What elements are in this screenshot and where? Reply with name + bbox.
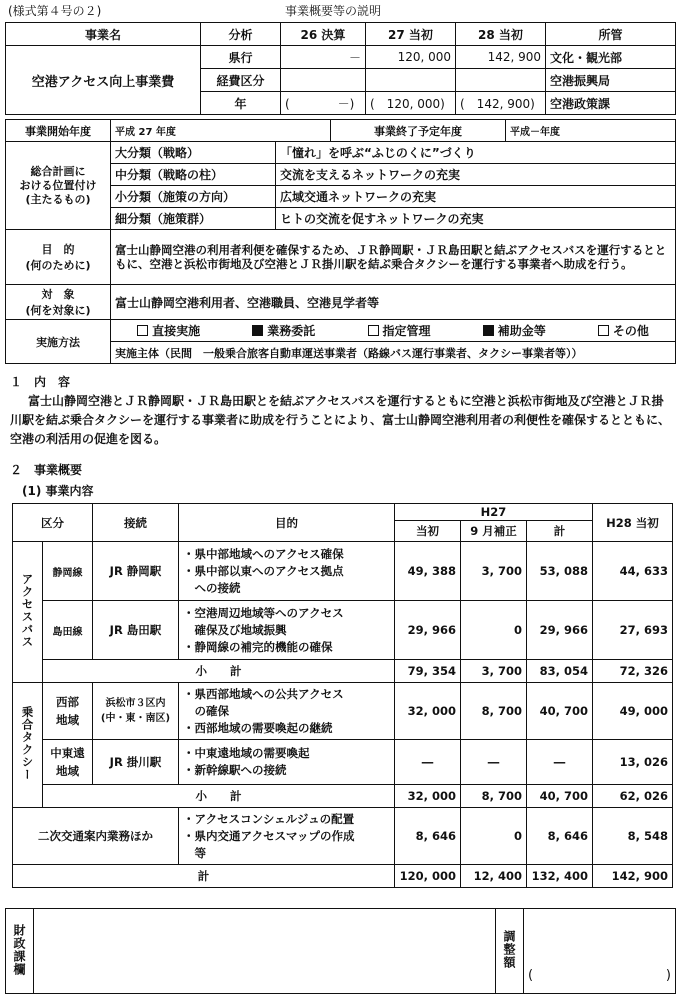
header-26: 26 決算 <box>281 23 366 46</box>
value-hosei: 12, 400 <box>461 865 527 888</box>
section2-heading: ２ 事業概要 <box>10 463 83 477</box>
method-other <box>598 322 649 339</box>
value-kei: 8, 646 <box>527 808 593 865</box>
purpose-line: への接続 <box>183 580 241 595</box>
value-kei: 40, 700 <box>527 785 593 808</box>
target-label-sub: (何を対象に) <box>25 304 91 317</box>
purpose-label-main: 目 的 <box>41 243 75 256</box>
value-toushou: 120, 000 <box>395 865 461 888</box>
bureau: 空港振興局 <box>546 69 676 92</box>
connection: JR 島田駅 <box>93 601 179 660</box>
method-designated-label: 指定管理 <box>382 324 431 338</box>
section: 空港政策課 <box>546 92 676 115</box>
header-kei: 計 <box>527 521 593 542</box>
checkbox-icon <box>137 325 148 336</box>
method-direct <box>137 322 200 339</box>
bus-category <box>13 542 43 683</box>
value-toushou: 29, 966 <box>395 601 461 660</box>
header-kubun: 区分 <box>13 504 93 542</box>
value-26 <box>281 69 366 92</box>
value-28 <box>456 69 546 92</box>
value-26: ( －) <box>281 92 366 115</box>
department: 文化・観光部 <box>546 46 676 69</box>
summary-table <box>5 22 676 115</box>
connection: JR 掛川駅 <box>93 740 179 785</box>
purpose-line: の確保 <box>183 703 229 718</box>
value-kei: ― <box>527 740 593 785</box>
zaisei-label-text: 財政課欄 <box>12 923 26 976</box>
purpose-line: ・県中部地域へのアクセス確保 <box>183 546 344 561</box>
header-jigyomei: 事業名 <box>6 23 201 46</box>
purpose-line: ・県中部以東へのアクセス拠点 <box>183 563 344 578</box>
value-h28: 49, 000 <box>593 683 673 740</box>
region-name: 西部 地域 <box>43 683 93 740</box>
value-h28: 27, 693 <box>593 601 673 660</box>
purpose-label <box>6 230 111 285</box>
value-toushou: 49, 388 <box>395 542 461 601</box>
line-name: 島田線 <box>43 601 93 660</box>
value-27: 120, 000 <box>366 46 456 69</box>
other-label: 二次交通案内業務ほか <box>13 808 179 865</box>
value-28: ( 142, 900) <box>456 92 546 115</box>
checkbox-icon <box>368 325 379 336</box>
value-h28: 72, 326 <box>593 660 673 683</box>
value-26: － <box>281 46 366 69</box>
end-year-label: 事業終了予定年度 <box>331 120 506 142</box>
plan-key: 細分類（施策群） <box>111 208 276 230</box>
bus-category-label: アクセスバス <box>20 573 35 648</box>
method-other-label: その他 <box>612 324 649 338</box>
method-subsidy <box>483 322 546 339</box>
value-toushou: ― <box>395 740 461 785</box>
plan-key: 小分類（施策の方向） <box>111 186 276 208</box>
target-text: 富士山静岡空港利用者、空港職員、空港見学者等 <box>111 285 676 320</box>
header-toushou: 当初 <box>395 521 461 542</box>
value-h28: 8, 548 <box>593 808 673 865</box>
value-hosei: 3, 700 <box>461 660 527 683</box>
taxi-subtotal-label: 小 計 <box>43 785 395 808</box>
purpose-cell <box>179 601 395 660</box>
total-label: 計 <box>13 865 395 888</box>
target-label <box>6 285 111 320</box>
value-h28: 13, 026 <box>593 740 673 785</box>
value-h28: 142, 900 <box>593 865 673 888</box>
purpose-line: ・アクセスコンシェルジュの配置 <box>183 811 355 826</box>
end-year-value: 平成－年度 <box>506 120 676 142</box>
plan-key: 大分類（戦略） <box>111 142 276 164</box>
purpose-label-sub: (何のために) <box>25 259 91 272</box>
value-kei: 40, 700 <box>527 683 593 740</box>
header-shokan: 所管 <box>546 23 676 46</box>
purpose-line: ・新幹線駅への接続 <box>183 763 287 777</box>
start-year-label: 事業開始年度 <box>6 120 111 142</box>
detail-table <box>12 503 673 888</box>
value-27 <box>366 69 456 92</box>
checkbox-icon <box>598 325 609 336</box>
zaisei-field <box>34 909 496 994</box>
header-setsuzoku: 接続 <box>93 504 179 542</box>
purpose-line: 確保及び地域振興 <box>183 622 287 637</box>
checkbox-checked-icon <box>252 325 263 336</box>
section1-heading: １ 内 容 <box>10 375 71 389</box>
purpose-cell <box>179 542 395 601</box>
value-toushou: 32, 000 <box>395 785 461 808</box>
value-hosei: 0 <box>461 808 527 865</box>
taxi-category <box>13 683 43 808</box>
method-direct-label: 直接実施 <box>152 324 201 338</box>
value-kei: 132, 400 <box>527 865 593 888</box>
value-hosei: ― <box>461 740 527 785</box>
method-designated <box>368 322 431 339</box>
method-outsource-label: 業務委託 <box>267 324 316 338</box>
connection: JR 静岡駅 <box>93 542 179 601</box>
method-entity: 実施主体（民間 一般乗合旅客自動車運送事業者（路線バス運行事業者、タクシー事業者等）） <box>111 342 676 364</box>
paren-open: ( <box>528 968 534 983</box>
row-label: 年 <box>201 92 281 115</box>
header-27: 27 当初 <box>366 23 456 46</box>
value-toushou: 79, 354 <box>395 660 461 683</box>
document-title: 事業概要等の説明 <box>285 4 382 18</box>
method-label: 実施方法 <box>6 320 111 364</box>
value-hosei: 8, 700 <box>461 683 527 740</box>
connection: 浜松市３区内 (中・東・南区) <box>93 683 179 740</box>
zaisei-label <box>6 909 34 994</box>
row-label: 経費区分 <box>201 69 281 92</box>
method-options <box>111 320 676 342</box>
purpose-line: ・県内交通アクセスマップの作成 <box>183 828 355 843</box>
paren-close: ) <box>665 968 671 983</box>
header-hosei: 9 月補正 <box>461 521 527 542</box>
purpose-line: ・県西部地域への公共アクセス <box>183 686 344 701</box>
checkbox-checked-icon <box>483 325 494 336</box>
region-name: 中東遠 地域 <box>43 740 93 785</box>
taxi-category-label: 乗合タクシー <box>20 706 35 781</box>
target-label-main: 対 象 <box>41 288 75 301</box>
chosei-label <box>496 909 524 994</box>
purpose-cell <box>179 683 395 740</box>
plan-value: 交流を支えるネットワークの充実 <box>276 164 676 186</box>
value-hosei: 8, 700 <box>461 785 527 808</box>
line-name: 静岡線 <box>43 542 93 601</box>
value-hosei: 3, 700 <box>461 542 527 601</box>
value-toushou: 8, 646 <box>395 808 461 865</box>
section2-subheading: (1) 事業内容 <box>22 484 94 498</box>
value-kei: 29, 966 <box>527 601 593 660</box>
method-subsidy-label: 補助金等 <box>497 324 546 338</box>
header-bunseki: 分析 <box>201 23 281 46</box>
plan-label: 総合計画に おける位置付け (主たるもの) <box>6 142 111 230</box>
plan-value: 広域交通ネットワークの充実 <box>276 186 676 208</box>
value-toushou: 32, 000 <box>395 683 461 740</box>
project-name: 空港アクセス向上事業費 <box>6 46 201 115</box>
chosei-label-text: 調整額 <box>502 930 516 969</box>
plan-key: 中分類（戦略の柱） <box>111 164 276 186</box>
purpose-line: ・西部地域の需要喚起の継続 <box>183 720 333 735</box>
value-kei: 53, 088 <box>527 542 593 601</box>
purpose-line: ・静岡線の補完的機能の確保 <box>183 639 333 654</box>
bus-subtotal-label: 小 計 <box>43 660 395 683</box>
row-label: 県行 <box>201 46 281 69</box>
section1-text: 富士山静岡空港とＪＲ静岡駅・ＪＲ島田駅とを結ぶアクセスバスを運行するともに空港と浜松市街地及び空港とＪＲ掛川駅を結ぶ乗合タクシーを運行する事業者に助成を行うことにより、富士山静岡空港利用者の利便性を確保するとともに、空港の利活用の促進を図る。 <box>10 394 671 446</box>
purpose-line: 等 <box>183 845 206 860</box>
method-outsource <box>252 322 315 339</box>
value-hosei: 0 <box>461 601 527 660</box>
info-table <box>5 119 676 364</box>
purpose-cell <box>179 740 395 785</box>
chosei-field <box>524 909 676 994</box>
header-h27: H27 <box>395 504 593 521</box>
value-27: ( 120, 000) <box>366 92 456 115</box>
value-kei: 83, 054 <box>527 660 593 683</box>
purpose-text: 富士山静岡空港の利用者利便を確保するため、ＪＲ静岡駅・ＪＲ島田駅と結ぶアクセスバスを運行するとともに、空港と浜松市街地及び空港とＪＲ掛川駅を結ぶ乗合タクシーを運行する事業者へ助成を行う。 <box>111 230 676 285</box>
header-28: 28 当初 <box>456 23 546 46</box>
purpose-line: ・空港周辺地域等へのアクセス <box>183 605 344 620</box>
value-28: 142, 900 <box>456 46 546 69</box>
start-year-value: 平成 27 年度 <box>111 120 331 142</box>
plan-value: 「憧れ」を呼ぶ“ふじのくに”づくり <box>276 142 676 164</box>
form-number: (様式第４号の２) <box>8 4 102 18</box>
header-h28: H28 当初 <box>593 504 673 542</box>
value-h28: 62, 026 <box>593 785 673 808</box>
footer-table <box>5 908 676 994</box>
purpose-line: ・中東遠地域の需要喚起 <box>183 746 310 760</box>
plan-value: ヒトの交流を促すネットワークの充実 <box>276 208 676 230</box>
purpose-cell <box>179 808 395 865</box>
header-mokuteki: 目的 <box>179 504 395 542</box>
value-h28: 44, 633 <box>593 542 673 601</box>
